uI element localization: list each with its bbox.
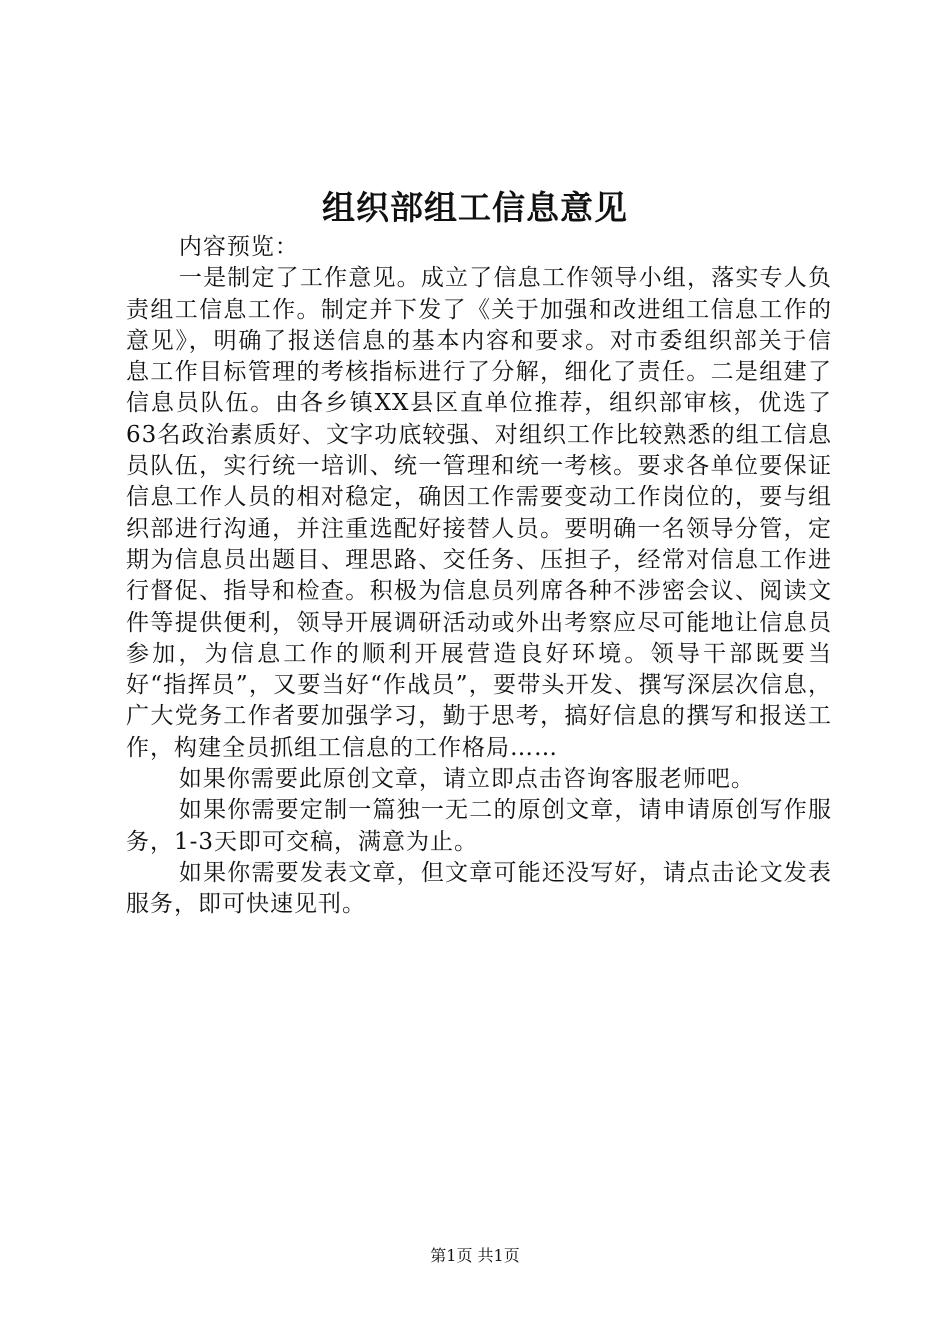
- page-footer: 第1页 共1页: [430, 1246, 520, 1265]
- document-body: [126, 232, 832, 921]
- publishing-paragraph: 如果你需要发表文章，但文章可能还没写好，请点击论文发表服务，即可快速见刊。: [126, 859, 832, 918]
- custom-writing-paragraph: 如果你需要定制一篇独一无二的原创文章，请申请原创写作服务，1-3天即可交稿，满意为止。: [126, 797, 832, 855]
- document-title: 组织部组工信息意见: [322, 188, 628, 227]
- consult-paragraph: 如果你需要此原创文章，请立即点击咨询客服老师吧。: [178, 766, 755, 793]
- body-paragraph-main: 一是制定了工作意见。成立了信息工作领导小组，落实专人负责组工信息工作。制定并下发了《关于加强和改进组工信息工作的意见》，明确了报送信息的基本内容和要求。对市委组织部关于信息工作目标管理的考核指标进行了分解，细化了责任。二是组建了信息员队伍。由各乡镇XX县区直单位推荐，组织部审核，优选了63名政治素质好、文字功底较强、对组织工作比较熟悉的组工信息员队伍，实行统一培训、统一管理和统一考核。要求各单位要保证信息工作人员的相对稳定，确因工作需要变动工作岗位的，要与组织部进行沟通，并注重选配好接替人员。要明确一名领导分管，定期为信息员出题目、理思路、交任务、压担子，经常对信息工作进行督促、指导和检查。积极为信息员列席各种不涉密会议、阅读文件等提供便利，领导开展调研活动或外出考察应尽可能地让信息员参加，为信息工作的顺利开展营造良好环境。领导干部既要当好“指挥员”，又要当好“作战员”，要带头开发、撰写深层次信息，广大党务工作者要加强学习，勤于思考，搞好信息的撰写和报送工作，构建全员抓组工信息的工作格局……: [126, 265, 832, 761]
- preview-label: 内容预览：: [178, 234, 299, 260]
